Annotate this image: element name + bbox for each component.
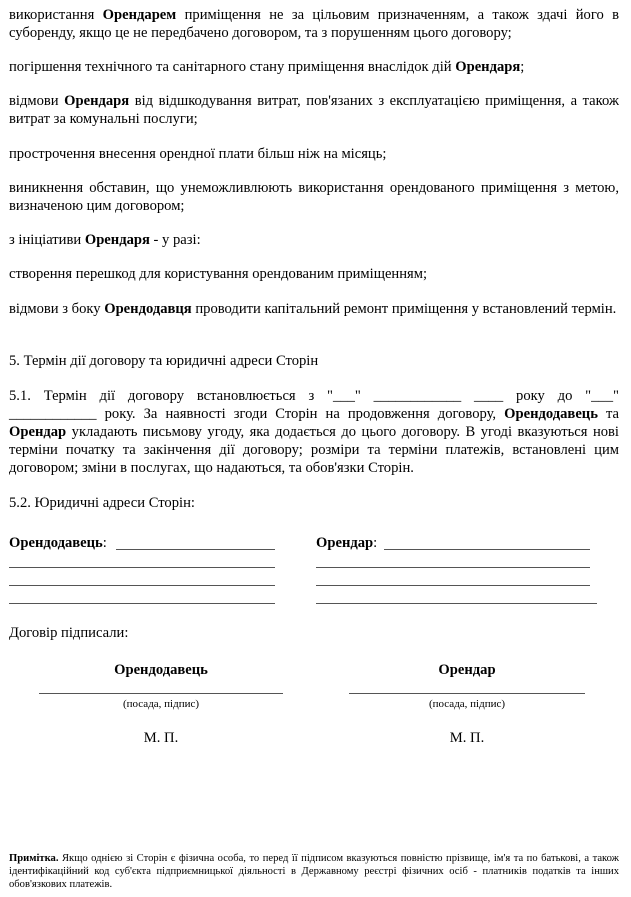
tenant-signature-line[interactable] [349,693,585,694]
party-landlord-bold: Орендодавця [104,301,192,317]
landlord-address-line-2[interactable] [9,567,275,568]
tenant-seal-mark: М. П. [449,730,485,746]
landlord-address-line-3[interactable] [9,585,275,586]
landlord-address-line-1[interactable] [116,549,275,550]
tenant-initiative-heading: з ініціативи Орендаря - у разі: [9,232,201,248]
section-5-heading: 5. Термін дії договору та юридичні адреси Сторін [9,353,319,369]
landlord-signature-line[interactable] [39,693,283,694]
tenant-address-line-2[interactable] [316,567,590,568]
termination-clause-circumstances: виникнення обставин, що унеможливлюють використання орендованого приміщення з метою, визначеною цим договором; [9,180,619,214]
tenant-address-line-1[interactable] [384,549,590,550]
party-tenant-bold: Орендаря [455,59,521,75]
signed-by-heading: Договір підписали: [9,625,129,641]
clause-5-1-body: ____________ року. За наявності згоди Сторін на продовження договору, Орендодавець та Орендар укладають письмову угоду, яка додається до цього договору. В угоді вказуються нові терміни початку та закінчення дії договору; розміри та терміни платежів, встановлені цим договором; зміни в послугах, що надаються, та обов'язки Сторін. [9,406,619,476]
landlord-address-line-4[interactable] [9,603,275,604]
party-tenant-bold: Орендар [9,424,67,440]
footnote-label: Примітка. [9,853,59,864]
clause-5-2-heading: 5.2. Юридичні адреси Сторін: [9,495,195,511]
tenant-signature-title: Орендар [438,662,496,678]
landlord-signature-title: Орендодавець [114,662,208,678]
tenant-clause-obstacles: створення перешкод для користування орендованим приміщенням; [9,266,428,282]
termination-clause-late-rent: прострочення внесення орендної плати більш ніж на місяць; [9,146,387,162]
tenant-signature-caption: (посада, підпис) [428,698,506,710]
landlord-signature-caption: (посада, підпис) [122,698,200,710]
termination-clause-deterioration: погіршення технічного та санітарного стану приміщення внаслідок дій Орендаря; [9,59,525,75]
termination-clause-misuse: використання Орендарем приміщення не за цільовим призначенням, а також здачі його в суборенду, якщо це не передбачено договором, та з порушенням цього договору; [9,7,619,41]
tenant-address-label: Орендар: [316,535,378,551]
tenant-address-line-3[interactable] [316,585,590,586]
footnote [9,852,619,891]
clause-5-1-line-1: 5.1. Термін дії договору встановлюється з "___" ____________ ____ року до "___" [9,388,619,404]
landlord-address-label: Орендодавець: [9,535,107,551]
party-tenant-bold: Орендаря [84,232,150,248]
tenant-clause-repair-refusal: відмови з боку Орендодавця проводити капітальний ремонт приміщення у встановлений термін. [9,301,617,317]
party-landlord-bold: Орендодавець [504,406,598,422]
tenant-address-line-4[interactable] [316,603,597,604]
party-tenant-bold: Орендарем [102,7,177,23]
footnote-text: Якщо однією зі Сторін є фізична особа, то перед її підписом вказуються повністю прізвище, ім'я та по батькові, а також ідентифікаційний код суб'єкта підприємницької діяльності в Державному реєстрі фізичних осіб - платників податків та інших обов'язкових платежів. [9,853,619,890]
party-tenant-bold: Орендаря [64,93,130,109]
termination-clause-refusal-costs: відмови Орендаря від відшкодування витрат, пов'язаних з експлуатацією приміщення, а також витрат за комунальні послуги; [9,93,619,127]
landlord-seal-mark: М. П. [143,730,179,746]
